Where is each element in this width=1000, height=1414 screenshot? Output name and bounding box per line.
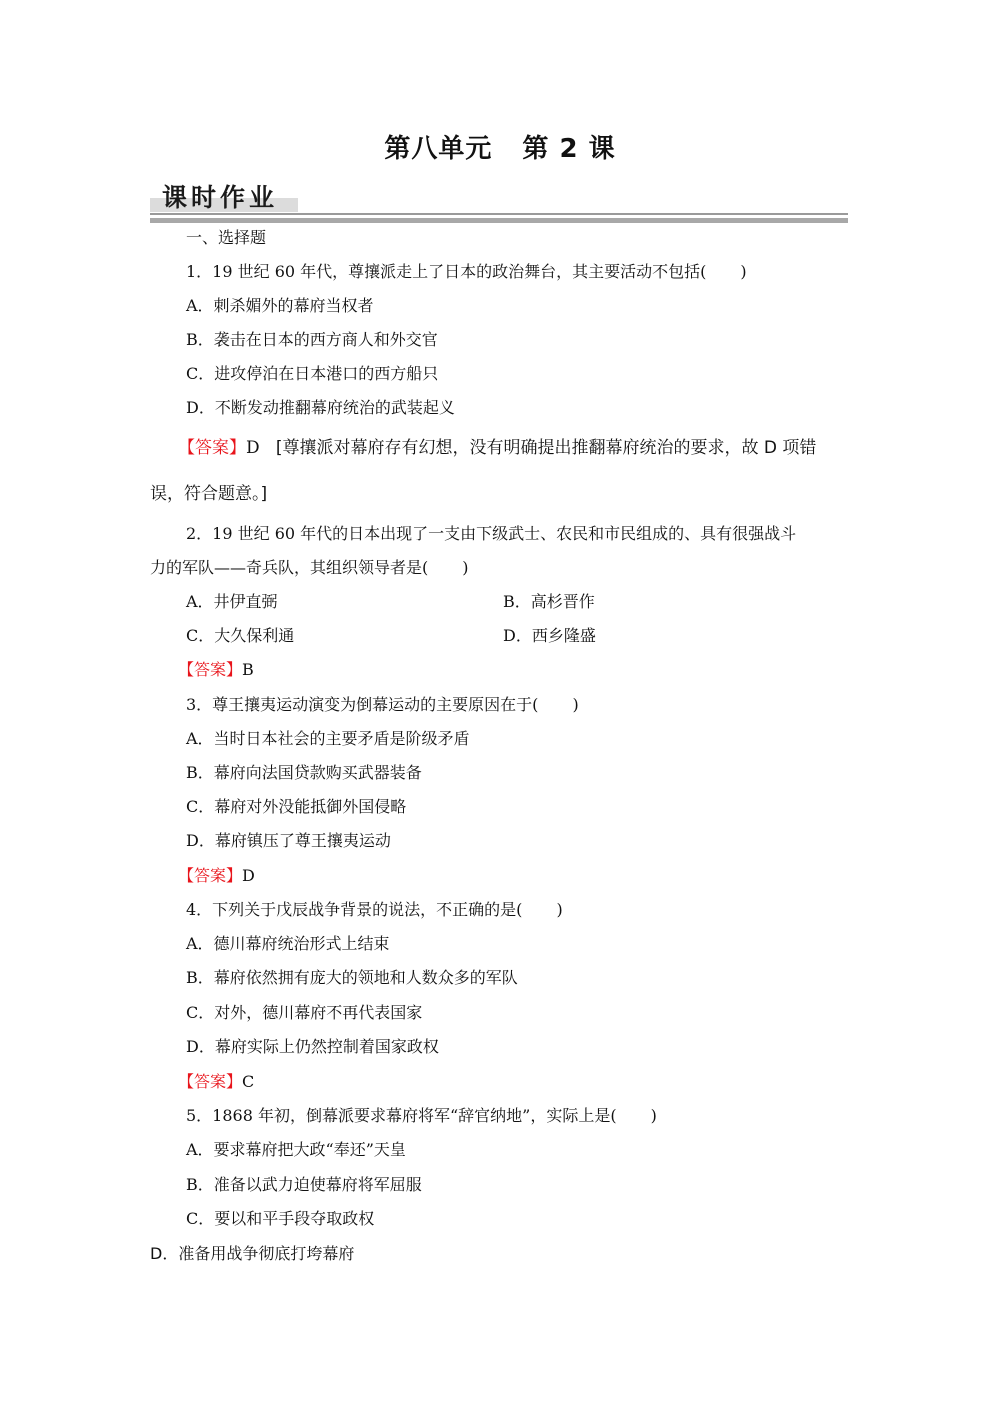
question-5-option-a: A．要求幕府把大政“奉还”天皇 — [186, 1140, 406, 1159]
question-stem-text: 1．19 世纪 60 年代，尊攘派走上了日本的政治舞台，其主要活动不包括( — [186, 262, 707, 281]
question-3-option-a: A．当时日本社会的主要矛盾是阶级矛盾 — [186, 729, 470, 748]
paren-close: ) — [740, 262, 747, 281]
answer-value: D — [242, 866, 255, 885]
question-3-answer — [178, 866, 255, 886]
lesson-title: 第 2 课 — [522, 134, 616, 164]
question-5-option-c: C．要以和平手段夺取政权 — [186, 1209, 375, 1228]
paren-close: ) — [556, 900, 563, 919]
answer-explanation: [尊攘派对幕府存有幻想，没有明确提出推翻幕府统治的要求，故 D 项错 — [275, 438, 817, 458]
unit-title: 第八单元 — [384, 134, 493, 164]
question-3-option-d: D．幕府镇压了尊王攘夷运动 — [186, 831, 391, 850]
question-1-option-c: C．进攻停泊在日本港口的西方船只 — [186, 364, 439, 383]
answer-value: D — [246, 438, 260, 458]
question-1-answer — [178, 438, 816, 458]
divider-thick — [150, 218, 848, 223]
question-3-option-b: B．幕府向法国贷款购买武器装备 — [186, 763, 422, 782]
question-2-option-d: D．西乡隆盛 — [503, 626, 596, 645]
question-3-stem — [186, 695, 579, 715]
question-2-option-c: C．大久保利通 — [186, 626, 295, 645]
answer-tag: 【答案】 — [178, 660, 243, 679]
question-4-option-c: C．对外，德川幕府不再代表国家 — [186, 1003, 423, 1022]
question-1-stem — [186, 262, 747, 282]
question-1-explanation-cont: 误，符合题意。] — [150, 484, 268, 504]
question-2-option-b: B．高杉晋作 — [503, 592, 595, 611]
question-5-option-d: D．准备用战争彻底打垮幕府 — [150, 1244, 355, 1263]
question-1-option-a: A．刺杀媚外的幕府当权者 — [186, 296, 374, 315]
section-heading: 一、选择题 — [186, 228, 267, 247]
question-2-option-a: A．井伊直弼 — [186, 592, 278, 611]
question-2-stem-line2 — [150, 558, 469, 578]
question-4-option-b: B．幕府依然拥有庞大的领地和人数众多的军队 — [186, 968, 518, 987]
question-1-option-d: D．不断发动推翻幕府统治的武装起义 — [186, 398, 455, 417]
question-4-option-a: A．德川幕府统治形式上结束 — [186, 934, 390, 953]
question-4-option-d: D．幕府实际上仍然控制着国家政权 — [186, 1037, 439, 1056]
answer-value: B — [242, 660, 254, 679]
question-stem-text: 4．下列关于戊辰战争背景的说法，不正确的是( — [186, 900, 523, 919]
divider-thin — [150, 213, 848, 215]
answer-tag: 【答案】 — [178, 866, 243, 885]
question-stem-text: 3．尊王攘夷运动演变为倒幕运动的主要原因在于( — [186, 695, 539, 714]
question-stem-text: 5．1868 年初，倒幕派要求幕府将军“辞官纳地”，实际上是( — [186, 1106, 617, 1125]
section-tab-label: 课时作业 — [162, 183, 279, 212]
question-2-answer — [178, 660, 254, 680]
question-5-stem — [186, 1106, 657, 1126]
paren-close: ) — [572, 695, 579, 714]
answer-tag: 【答案】 — [178, 438, 246, 458]
question-5-option-b: B．准备以武力迫使幕府将军屈服 — [186, 1175, 422, 1194]
question-1-option-b: B．袭击在日本的西方商人和外交官 — [186, 330, 438, 349]
answer-tag: 【答案】 — [178, 1072, 243, 1091]
paren-close: ) — [650, 1106, 657, 1125]
question-4-stem — [186, 900, 563, 920]
question-4-answer — [178, 1072, 254, 1092]
paren-close: ) — [462, 558, 469, 577]
section-tab — [150, 178, 298, 212]
page-title — [0, 128, 1000, 165]
question-2-stem-line1: 2．19 世纪 60 年代的日本出现了一支由下级武士、农民和市民组成的、具有很强战斗 — [186, 524, 797, 543]
question-stem-text: 力的军队——奇兵队，其组织领导者是( — [150, 558, 429, 577]
answer-value: C — [242, 1072, 255, 1091]
question-3-option-c: C．幕府对外没能抵御外国侵略 — [186, 797, 407, 816]
